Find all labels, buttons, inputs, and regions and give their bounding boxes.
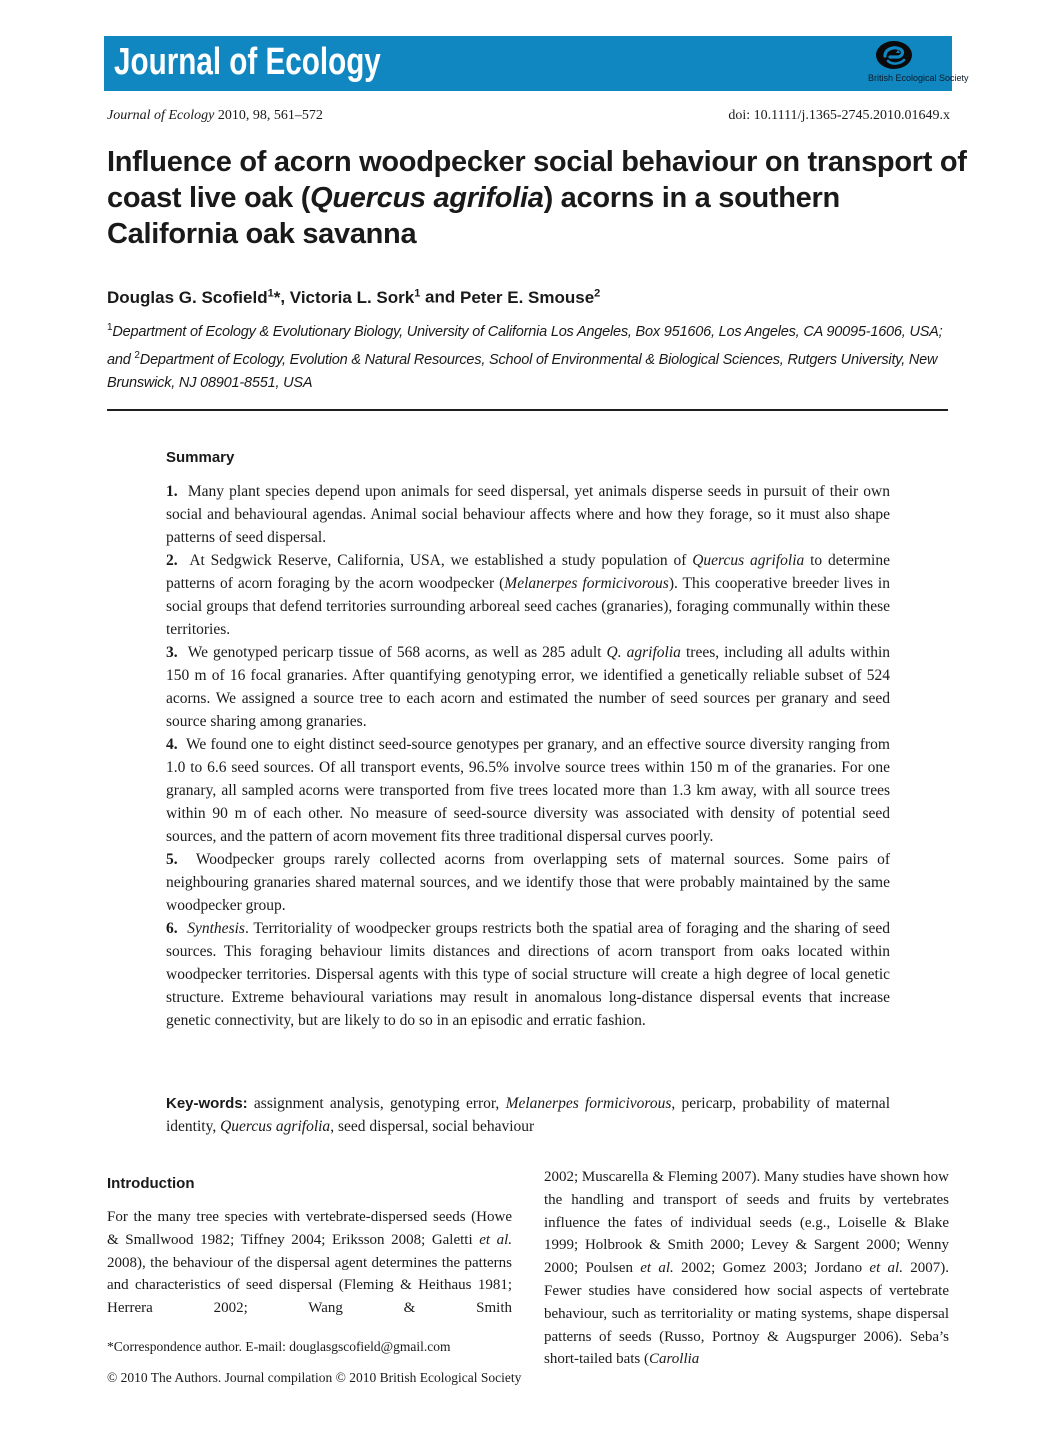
summary-text: trees, including all adults within 150 m of 16 focal granaries. After quantifying genotyping error, we identified a genetically reliable subset of 524 acorns. We assigned a source tree to each acorn and estimated the number of seed sources per granary and seed source sharing among granaries.: [166, 644, 891, 730]
summary-italic: Melanerpes formicivorous: [504, 575, 669, 592]
author-name: Victoria L. Sork: [289, 287, 415, 307]
summary-body: [166, 480, 890, 1032]
intro-text: For the many tree species with vertebrate-dispersed seeds (Howe & Smallwood 1982; Tiffney 2004; Eriksson 2008; Galetti: [107, 1209, 512, 1248]
intro-text: 2008), the behaviour of the dispersal agent determines the patterns and characteristics of seed dispersal (Fleming & Heithaus 1981; Herrera 2002; Wang & Smith: [107, 1254, 512, 1317]
summary-item: [166, 641, 890, 733]
journal-title: Journal of Ecology: [114, 41, 381, 83]
keywords-label: Key-words:: [166, 1095, 248, 1112]
title-text: ) acorns in a southern California oak savanna: [107, 182, 840, 250]
summary-italic: Synthesis: [187, 920, 245, 937]
keyword-italic: Quercus agrifolia: [220, 1118, 331, 1135]
summary-heading: Summary: [166, 449, 235, 466]
summary-item: [166, 549, 890, 641]
citation-journal: Journal of Ecology: [107, 108, 215, 123]
author[interactable]: [460, 288, 600, 307]
keywords: [166, 1092, 890, 1138]
affiliation-text: Department of Ecology & Evolutionary Biology, University of California Los Angeles, Box 951606, Los Angeles, CA 90095-1606, USA; and: [107, 323, 943, 368]
citation-reference: [107, 107, 323, 125]
society-swirl-icon: [874, 40, 914, 72]
author-list: [107, 282, 967, 309]
author[interactable]: [107, 288, 280, 307]
keyword-text: assignment analysis, genotyping error,: [247, 1095, 506, 1112]
intro-italic: et al.: [640, 1260, 674, 1277]
affiliation-text: Department of Ecology, Evolution & Natural Resources, School of Environmental & Biological Sciences, Rutgers University, New Brunswick, NJ 08901-8551, USA: [107, 351, 938, 391]
summary-text: . Territoriality of woodpecker groups restricts both the spatial area of foraging and the sharing of seed sources. This foraging behaviour limits distances and directions of acorn transport from oaks located within woodpecker territories. Dispersal agents with this type of social structure will create a high degree of local genetic structure. Extreme behavioural variations may result in anomalous long-distance dispersal events that increase genetic connectivity, but are likely to do so in an episodic and erratic fashion.: [166, 920, 890, 1029]
summary-text: We found one to eight distinct seed-source genotypes per granary, and an effective source diversity ranging from 1.0 to 6.6 seed sources. Of all transport events, 96.5% involve source trees within 150 m of the granaries. For one granary, all sampled acorns were transported from five trees located more than 1.3 km away, with all source trees within 90 m of each other. No measure of seed-source diversity was associated with density of potential seed sources, and the pattern of acorn movement fits three traditional dispersal curves poorly.: [166, 736, 890, 845]
affiliation-marker: 1: [267, 287, 274, 299]
summary-text: Many plant species depend upon animals for seed dispersal, yet animals disperse seeds in pursuit of their own social and behavioural agendas. Animal social behaviour affects where and how they forage, so it must also shape patterns of seed dispersal.: [166, 483, 891, 546]
author-name: Peter E. Smouse: [460, 287, 595, 307]
correspondence-footnote: *Correspondence author. E-mail: douglasgscofield@gmail.com: [107, 1339, 451, 1354]
summary-text: Woodpecker groups rarely collected acorns from overlapping sets of maternal sources. Some pairs of neighbouring granaries shared maternal sources, and we identify those that were probably maintained by the same woodpecker group.: [166, 851, 891, 914]
affiliation-marker: 1: [414, 287, 421, 299]
title-species: Quercus agrifolia: [310, 182, 544, 214]
summary-item: [166, 480, 890, 549]
british-ecological-society-logo: [864, 40, 969, 88]
summary-italic: Quercus agrifolia: [692, 552, 805, 569]
summary-text: to determine patterns of acorn foraging by the acorn woodpecker (: [166, 552, 890, 592]
corresponding-marker: *: [273, 287, 281, 307]
summary-item-number: 1.: [166, 483, 188, 500]
introduction-column-right: [544, 1166, 949, 1371]
summary-text: At Sedgwick Reserve, California, USA, we established a study population of: [189, 552, 693, 569]
summary-item-number: 4.: [166, 736, 187, 753]
keyword-italic: Melanerpes formicivorous: [505, 1095, 672, 1112]
introduction-heading: Introduction: [107, 1175, 195, 1192]
header-divider: [107, 409, 948, 411]
summary-item-number: 3.: [166, 644, 188, 661]
summary-item: [166, 848, 890, 917]
affiliations: [107, 316, 967, 395]
affiliation-number: 2: [134, 349, 140, 361]
summary-item: [166, 917, 890, 1032]
citation-line: [107, 107, 950, 125]
title-text: Influence of acorn woodpecker social behaviour on transport of coast live oak (: [107, 146, 967, 214]
journal-masthead: [104, 36, 969, 91]
affiliation-number: 1: [107, 322, 113, 333]
intro-italic: et al.: [479, 1231, 513, 1248]
author-separator: ,: [280, 287, 290, 307]
author-separator: and: [420, 287, 460, 307]
author[interactable]: [290, 288, 421, 307]
keyword-text: , pericarp, probability of maternal identity,: [166, 1095, 890, 1135]
author-name: Douglas G. Scofield: [107, 287, 268, 307]
summary-text: We genotyped pericarp tissue of 568 acorns, as well as 285 adult: [187, 644, 607, 661]
summary-item-number: 2.: [166, 552, 190, 569]
summary-italic: Q. agrifolia: [606, 644, 681, 661]
intro-italic: et al.: [869, 1260, 903, 1277]
intro-text: 2002; Gomez 2003; Jordano: [673, 1260, 870, 1277]
copyright-notice: © 2010 The Authors. Journal compilation © 2010 British Ecological Society: [107, 1370, 522, 1385]
citation-details: 2010, 98, 561–572: [214, 108, 323, 123]
summary-item-number: 6.: [166, 920, 188, 937]
intro-italic: Carollia: [648, 1351, 700, 1368]
article-title: [107, 144, 967, 252]
summary-text: ). This cooperative breeder lives in social groups that defend territories surrounding arboreal seed caches (granaries), foraging communally within these territories.: [166, 575, 890, 638]
summary-item-number: 5.: [166, 851, 196, 868]
society-name: British Ecological Society: [868, 73, 969, 83]
keyword-text: , seed dispersal, social behaviour: [330, 1118, 535, 1135]
doi-link[interactable]: doi: 10.1111/j.1365-2745.2010.01649.x: [728, 108, 950, 123]
intro-text: 2007). Fewer studies have considered how social aspects of vertebrate behaviour, such as territoriality or mating systems, shape dispersal patterns of seeds (Russo, Portnoy & Augspurger 2006). Seba’s short-tailed bats (: [544, 1260, 950, 1368]
summary-item: [166, 733, 890, 848]
introduction-column-left: [107, 1206, 512, 1320]
intro-text: 2002; Muscarella & Fleming 2007). Many studies have shown how the handling and transport of seeds and fruits by vertebrates influence the fates of individual seeds (e.g., Loiselle & Blake 1999; Holbrook & Smith 2000; Levey & Sargent 2000; Wenny 2000; Poulsen: [544, 1169, 949, 1277]
affiliation-marker: 2: [594, 287, 601, 299]
